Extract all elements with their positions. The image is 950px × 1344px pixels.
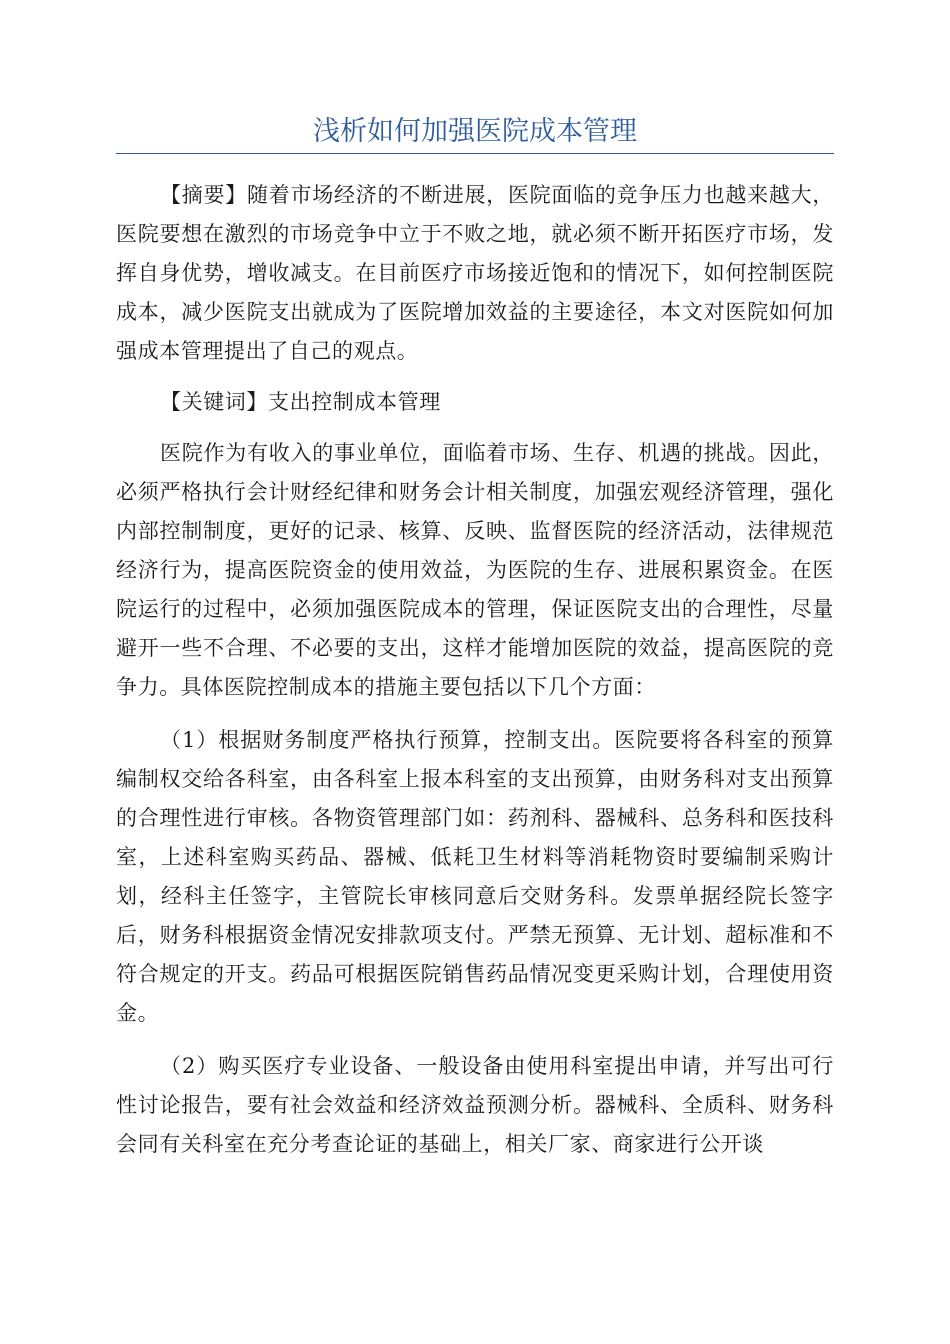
document-page [116,112,834,1164]
measure-2-paragraph: （2）购买医疗专业设备、一般设备由使用科室提出申请，并写出可行性讨论报告，要有社会效益和经济效益预测分析。器械科、全质科、财务科会同有关科室在充分考查论证的基础上，相关厂家、商家进行公开谈 [116,1054,834,1156]
document-title: 浅析如何加强医院成本管理 [313,116,637,147]
abstract-paragraph: 【摘要】随着市场经济的不断进展，医院面临的竞争压力也越来越大，医院要想在激烈的市场竞争中立于不败之地，就必须不断开拓医疗市场，发挥自身优势，增收减支。在目前医疗市场接近饱和的情况下，如何控制医院成本，减少医院支出就成为了医院增加效益的主要途径，本文对医院如何加强成本管理提出了自己的观点。 [116,183,834,363]
title-underline [116,153,834,154]
measure-1-paragraph: （1）根据财务制度严格执行预算，控制支出。医院要将各科室的预算编制权交给各科室，由各科室上报本科室的支出预算，由财务科对支出预算的合理性进行审核。各物资管理部门如：药剂科、器械科、总务科和医技科室，上述科室购买药品、器械、低耗卫生材料等消耗物资时要编制采购计划，经科主任签字，主管院长审核同意后交财务科。发票单据经院长签字后，财务科根据资金情况安排款项支付。严禁无预算、无计划、超标准和不符合规定的开支。药品可根据医院销售药品情况变更采购计划，合理使用资金。 [116,728,834,1025]
intro-paragraph: 医院作为有收入的事业单位，面临着市场、生存、机遇的挑战。因此，必须严格执行会计财经纪律和财务会计相关制度，加强宏观经济管理，强化内部控制制度，更好的记录、核算、反映、监督医院的经济活动，法律规范经济行为，提高医院资金的使用效益，为医院的生存、进展积累资金。在医院运行的过程中，必须加强医院成本的管理，保证医院支出的合理性，尽量避开一些不合理、不必要的支出，这样才能增加医院的效益，提高医院的竞争力。具体医院控制成本的措施主要包括以下几个方面： [116,441,834,699]
keywords-paragraph: 【关键词】支出控制成本管理 [160,390,441,414]
